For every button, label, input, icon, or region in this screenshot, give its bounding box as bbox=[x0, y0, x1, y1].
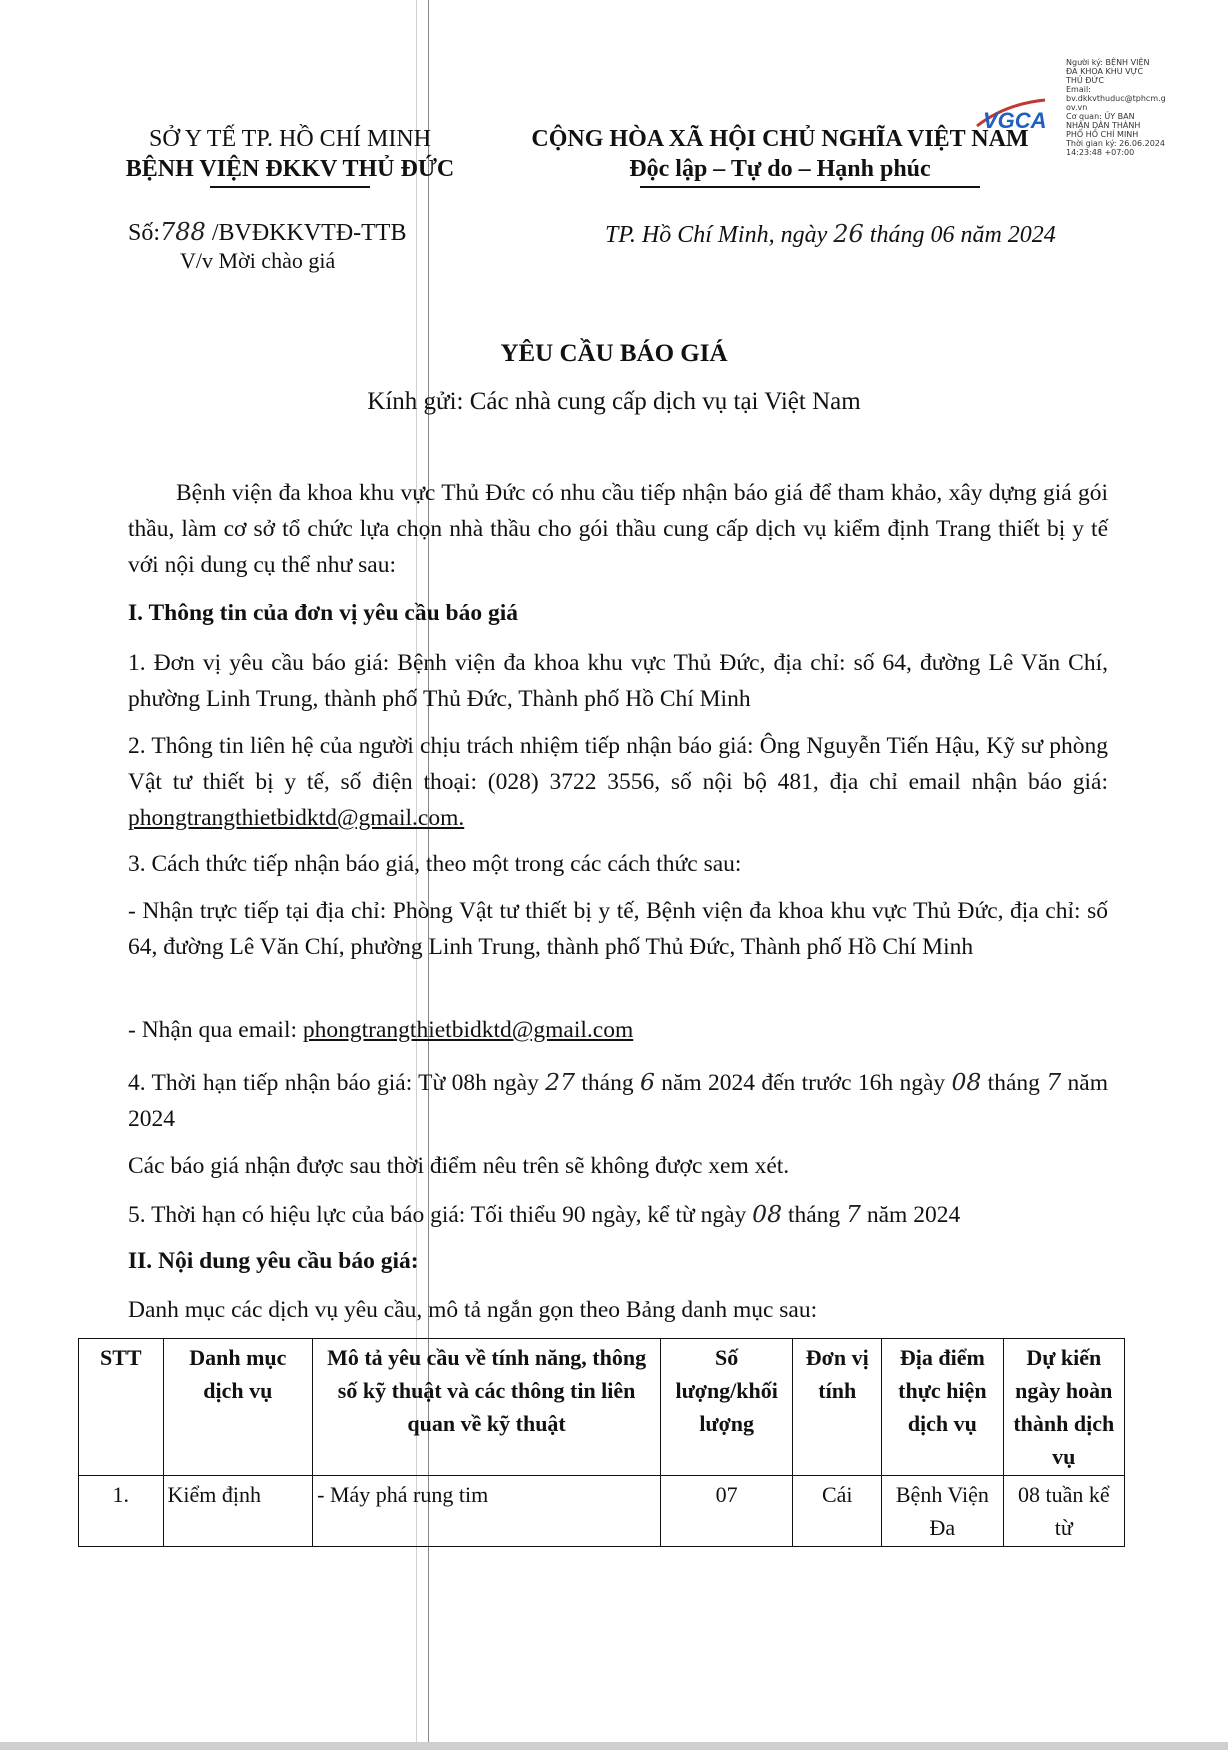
requester-info: 1. Đơn vị yêu cầu báo giá: Bệnh viện đa khoa khu vực Thủ Đức, địa chỉ: số 64, đường Lê Văn Chí, phường Linh Trung, thành phố Thủ Đức, Thành phố Hồ Chí Minh bbox=[128, 650, 1108, 712]
contact-email-link[interactable]: phongtrangthietbidktd@gmail.com. bbox=[128, 805, 465, 831]
salutation: Kính gửi: Các nhà cung cấp dịch vụ tại Việt Nam bbox=[367, 388, 861, 415]
document-subject: V/v Mời chào giá bbox=[180, 248, 336, 273]
service-table bbox=[78, 1338, 1125, 1547]
digital-signature-stamp bbox=[1066, 58, 1166, 157]
signature-line: Thời gian ký: 26.06.2024 bbox=[1066, 139, 1165, 148]
cell-unit: Cái bbox=[793, 1476, 882, 1547]
section-1-heading: I. Thông tin của đơn vị yêu cầu báo giá bbox=[128, 600, 518, 626]
national-motto: Độc lập – Tự do – Hạnh phúc bbox=[629, 156, 931, 182]
col-header-unit: Đơn vị tính bbox=[793, 1339, 882, 1476]
cell-description: - Máy phá rung tim bbox=[313, 1476, 661, 1547]
signature-line: NHÂN DÂN THÀNH bbox=[1066, 121, 1141, 130]
col-header-description: Mô tả yêu cầu về tính năng, thông số kỹ thuật và các thông tin liên quan về kỹ thuật bbox=[313, 1339, 661, 1476]
col-header-service: Danh mục dịch vụ bbox=[163, 1339, 313, 1476]
handwritten-month: 6 bbox=[639, 1068, 655, 1096]
col-header-location: Địa điểm thực hiện dịch vụ bbox=[882, 1339, 1003, 1476]
handwritten-month: 7 bbox=[1046, 1068, 1062, 1096]
late-submission-note: Các báo giá nhận được sau thời điểm nêu trên sẽ không được xem xét. bbox=[128, 1153, 790, 1179]
submission-email: - Nhận qua email: phongtrangthietbidktd@gmail.com bbox=[128, 1017, 634, 1043]
handwritten-number: 788 bbox=[160, 218, 206, 246]
submission-email-link[interactable]: phongtrangthietbidktd@gmail.com bbox=[302, 1017, 634, 1043]
table-header-row bbox=[79, 1339, 1125, 1476]
signature-line: 14:23:48 +07:00 bbox=[1066, 148, 1135, 157]
signature-line: ĐA KHOA KHU VỰC bbox=[1066, 67, 1144, 76]
cell-service: Kiểm định bbox=[163, 1476, 313, 1547]
signature-line: PHỐ HỒ CHÍ MINH bbox=[1066, 130, 1139, 139]
issuer-hospital: BỆNH VIỆN ĐKKV THỦ ĐỨC bbox=[125, 156, 455, 182]
signature-line: THỦ ĐỨC bbox=[1066, 76, 1104, 85]
intro-paragraph: Bệnh viện đa khoa khu vực Thủ Đức có nhu cầu tiếp nhận báo giá để tham khảo, xây dựng giá gói thầu, làm cơ sở tổ chức lựa chọn nhà thầu cho gói thầu cung cấp dịch vụ kiểm định Trang thiết bị y tế với nội dung cụ thể như sau: bbox=[128, 480, 1108, 578]
signature-line: bv.dkkvthuduc@tphcm.g bbox=[1066, 94, 1166, 103]
signature-line: Email: bbox=[1066, 85, 1091, 94]
issuer-department: SỞ Y TẾ TP. HỒ CHÍ MINH bbox=[148, 126, 432, 152]
handwritten-month: 7 bbox=[846, 1200, 861, 1228]
signature-line: Người ký: BỆNH VIỆN bbox=[1066, 58, 1150, 67]
table-row bbox=[79, 1476, 1125, 1547]
national-motto-block bbox=[510, 124, 1050, 184]
cell-quantity: 07 bbox=[661, 1476, 793, 1547]
cell-completion: 08 tuần kể từ bbox=[1003, 1476, 1124, 1547]
handwritten-day: 08 bbox=[951, 1068, 982, 1096]
handwritten-day: 26 bbox=[833, 220, 864, 248]
issue-date: TP. Hồ Chí Minh, ngày 26 tháng 06 năm 2024 bbox=[605, 220, 1056, 248]
svg-text:VGCA: VGCA bbox=[983, 108, 1047, 133]
col-header-stt: STT bbox=[79, 1339, 164, 1476]
signature-line: Cơ quan: ỦY BAN bbox=[1066, 112, 1135, 121]
cell-stt: 1. bbox=[79, 1476, 164, 1547]
col-header-completion: Dự kiến ngày hoàn thành dịch vụ bbox=[1003, 1339, 1124, 1476]
vgca-logo-icon bbox=[975, 96, 1075, 136]
signature-line: ov.vn bbox=[1066, 103, 1088, 112]
handwritten-day: 08 bbox=[752, 1200, 783, 1228]
col-header-quantity: Số lượng/khối lượng bbox=[661, 1339, 793, 1476]
contact-info: 2. Thông tin liên hệ của người chịu trách nhiệm tiếp nhận báo giá: Ông Nguyễn Tiến Hậu, Kỹ sư phòng Vật tư thiết bị y tế, số điện thoại: (028) 3722 3556, số nội bộ 481, địa chỉ email nhận báo giá: phongtrangthietbidktd@gmail.com. bbox=[128, 733, 1108, 831]
motto-underline bbox=[640, 186, 980, 188]
submission-methods: 3. Cách thức tiếp nhận báo giá, theo một trong các cách thức sau: bbox=[128, 851, 742, 877]
submission-deadline: 4. Thời hạn tiếp nhận báo giá: Từ 08h ngày 27 tháng 6 năm 2024 đến trước 16h ngày 08 tháng 7 năm 2024 bbox=[128, 1068, 1108, 1132]
issuer-underline bbox=[210, 186, 370, 188]
submission-in-person: - Nhận trực tiếp tại địa chỉ: Phòng Vật tư thiết bị y tế, Bệnh viện đa khoa khu vực Thủ Đức, địa chỉ: số 64, đường Lê Văn Chí, phường Linh Trung, thành phố Thủ Đức, Thành phố Hồ Chí Minh bbox=[128, 898, 1108, 960]
quote-validity: 5. Thời hạn có hiệu lực của báo giá: Tối thiểu 90 ngày, kể từ ngày 08 tháng 7 năm 2024 bbox=[128, 1200, 961, 1228]
cell-location: Bệnh Viện Đa bbox=[882, 1476, 1003, 1547]
document-title: YÊU CẦU BÁO GIÁ bbox=[500, 340, 728, 367]
issuer-block bbox=[90, 124, 490, 184]
national-name: CỘNG HÒA XÃ HỘI CHỦ NGHĨA VIỆT NAM bbox=[531, 126, 1029, 152]
scan-bottom-edge bbox=[0, 1742, 1228, 1750]
section-2-heading: II. Nội dung yêu cầu báo giá: bbox=[128, 1248, 419, 1274]
document-number: Số:788 /BVĐKKVTĐ-TTB bbox=[128, 218, 407, 246]
handwritten-day: 27 bbox=[545, 1068, 576, 1096]
section-2-lead: Danh mục các dịch vụ yêu cầu, mô tả ngắn gọn theo Bảng danh mục sau: bbox=[128, 1297, 818, 1323]
